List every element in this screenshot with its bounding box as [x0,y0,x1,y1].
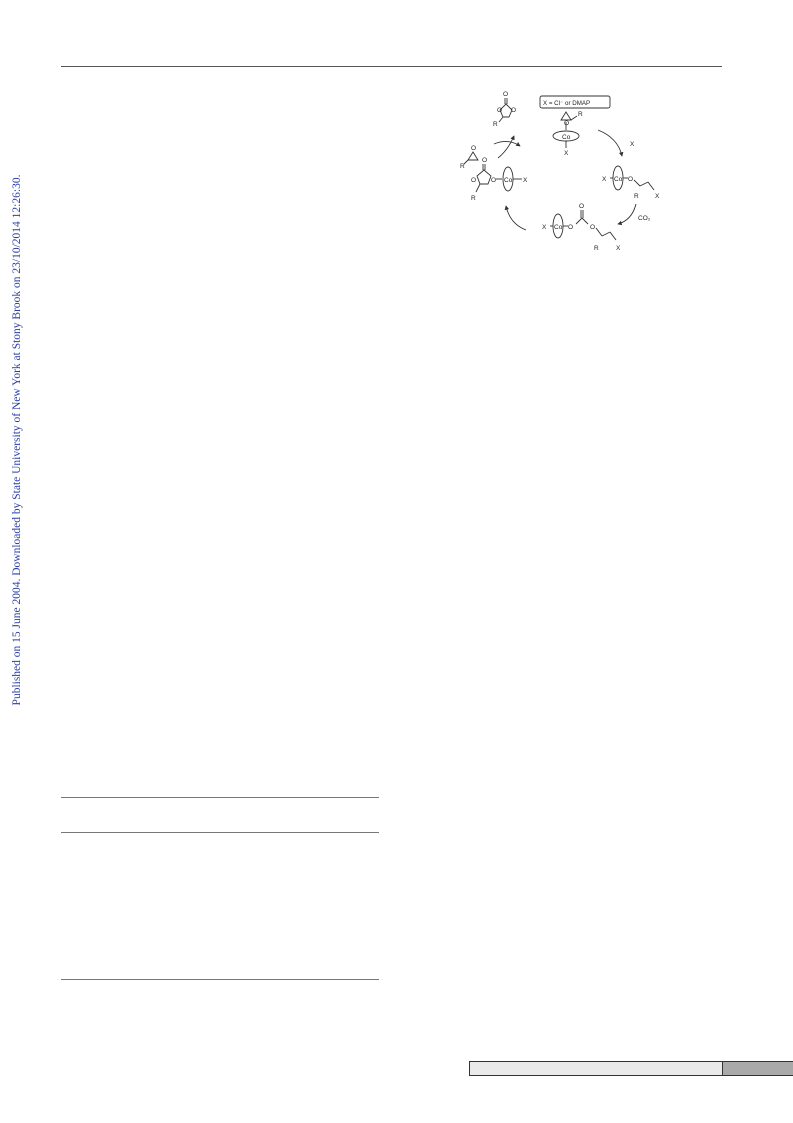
label-r: R [460,163,465,170]
label-x: X [602,176,607,183]
label-o: O [568,224,574,231]
catalytic-cycle-scheme [458,86,658,266]
label-x: X [542,224,547,231]
label-o: O [628,176,634,183]
label-r: R [493,121,498,128]
legend-text: X = Cl⁻ or DMAP [543,100,591,107]
label-o: O [471,145,477,152]
download-stamp: Published on 15 June 2004. Downloaded by State University of New York at Stony Brook on 23/10/2014 12:26:30. [11,174,23,706]
label-x: X [655,193,660,200]
label-co: Co [562,134,571,141]
label-co2: CO₂ [638,215,651,222]
label-co: Co [554,224,563,231]
footer-bar-right [723,1061,793,1076]
header-rule [61,66,722,67]
label-x: X [564,150,569,157]
label-o: O [579,203,585,210]
label-x: X [616,245,621,252]
label-o: O [511,107,517,114]
label-o: O [482,157,488,164]
label-x: X [630,141,635,148]
label-o: O [491,177,497,184]
footnote-rule-bottom [61,979,379,980]
bound-cyclic-carbonate [476,164,522,192]
footer-bar-left [469,1061,723,1076]
label-r: R [594,245,599,252]
label-co: Co [614,176,623,183]
label-r: R [471,195,476,202]
page-footer-bar [469,1061,793,1076]
label-o: O [564,120,570,127]
label-o: O [497,107,503,114]
footnote-rule-top [61,797,379,798]
footnote-rule-middle [61,832,379,833]
label-o: O [471,177,477,184]
label-co: Co [504,177,513,184]
label-r: R [634,193,639,200]
label-o: O [590,224,596,231]
epoxide-reactant [464,152,478,164]
co-epoxide-complex [553,112,579,148]
label-x: X [523,177,528,184]
label-r: R [578,111,583,118]
label-o: O [503,91,509,98]
